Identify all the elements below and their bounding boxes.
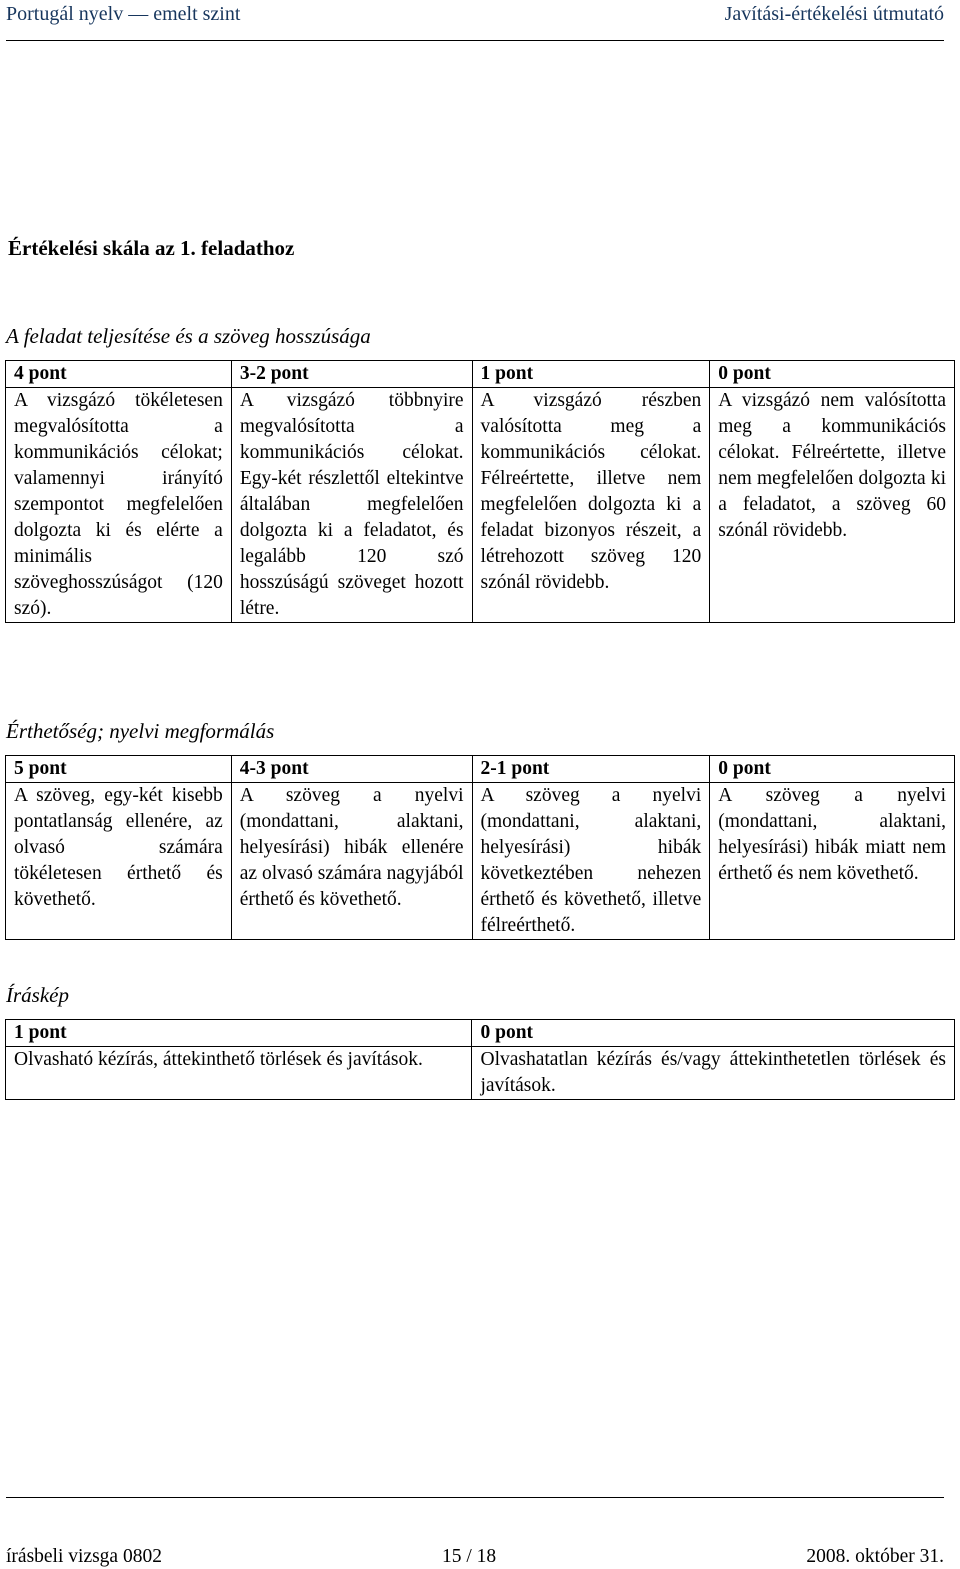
section-heading-intelligibility: Érthetőség; nyelvi megformálás bbox=[6, 719, 275, 743]
table-row bbox=[6, 388, 955, 623]
column-header: 1 pont bbox=[6, 1020, 472, 1047]
rubric-table-task-completion bbox=[5, 360, 955, 623]
rubric-table-handwriting bbox=[5, 1019, 955, 1100]
rubric-cell: A szöveg a nyelvi (mondattani, alaktani, helyesírási) hibák miatt nem érthető és nem követhető. bbox=[710, 783, 955, 940]
header-subject: Portugál nyelv — emelt szint bbox=[6, 3, 241, 25]
table-header-row bbox=[6, 1020, 955, 1047]
column-header: 0 pont bbox=[710, 756, 955, 783]
header-doc-type: Javítási-értékelési útmutató bbox=[724, 3, 944, 25]
page-footer bbox=[6, 1497, 944, 1567]
rubric-cell: A vizsgázó nem valósította meg a kommunikációs célokat. Félreértette, illetve nem megfelelően dolgozta ki a feladatot, a szöveg 60 szónál rövidebb. bbox=[710, 388, 955, 623]
rubric-cell: Olvasható kézírás, áttekinthető törlések és javítások. bbox=[6, 1047, 472, 1100]
table-row bbox=[6, 1047, 955, 1100]
footer-exam-code: írásbeli vizsga 0802 bbox=[6, 1546, 162, 1567]
column-header: 0 pont bbox=[710, 361, 955, 388]
rubric-cell: Olvashatatlan kézírás és/vagy áttekinthetetlen törlések és javítások. bbox=[472, 1047, 955, 1100]
rubric-cell: A szöveg, egy-két kisebb pontatlanság ellenére, az olvasó számára tökéletesen érthető és követhető. bbox=[6, 783, 232, 940]
page-number: 15 / 18 bbox=[442, 1546, 497, 1567]
rubric-cell: A szöveg a nyelvi (mondattani, alaktani, helyesírási) hibák következtében nehezen érthető és követhető, illetve félreérthető. bbox=[472, 783, 710, 940]
rubric-cell: A szöveg a nyelvi (mondattani, alaktani, helyesírási) hibák ellenére az olvasó számára nagyjából érthető és követhető. bbox=[231, 783, 472, 940]
column-header: 1 pont bbox=[472, 361, 710, 388]
column-header: 4 pont bbox=[6, 361, 232, 388]
table-header-row bbox=[6, 361, 955, 388]
rubric-cell: A vizsgázó részben valósította meg a kommunikációs célokat. Félreértette, illetve nem megfelelően dolgozta ki a feladat bizonyos részeit, a létrehozott szöveg 120 szónál rövidebb. bbox=[472, 388, 710, 623]
rubric-table-intelligibility bbox=[5, 755, 955, 940]
column-header: 4-3 pont bbox=[231, 756, 472, 783]
section-heading-handwriting: Íráskép bbox=[6, 983, 69, 1007]
section-heading-task-completion: A feladat teljesítése és a szöveg hosszúsága bbox=[6, 324, 371, 348]
column-header: 0 pont bbox=[472, 1020, 955, 1047]
rubric-cell: A vizsgázó többnyire megvalósította a kommunikációs célokat. Egy-két részlettől eltekintve általában megfelelően dolgozta ki a feladatot, és legalább 120 szó hosszúságú szöveget hozott létre. bbox=[231, 388, 472, 623]
page-header bbox=[6, 0, 944, 41]
page-title: Értékelési skála az 1. feladathoz bbox=[8, 236, 295, 260]
column-header: 2-1 pont bbox=[472, 756, 710, 783]
footer-date: 2008. október 31. bbox=[806, 1546, 944, 1567]
rubric-cell: A vizsgázó tökéletesen megvalósította a kommunikációs célokat; valamennyi irányító szempontot megfelelően dolgozta ki és elérte a minimális szöveghosszúságot (120 szó). bbox=[6, 388, 232, 623]
column-header: 5 pont bbox=[6, 756, 232, 783]
table-row bbox=[6, 783, 955, 940]
table-header-row bbox=[6, 756, 955, 783]
column-header: 3-2 pont bbox=[231, 361, 472, 388]
